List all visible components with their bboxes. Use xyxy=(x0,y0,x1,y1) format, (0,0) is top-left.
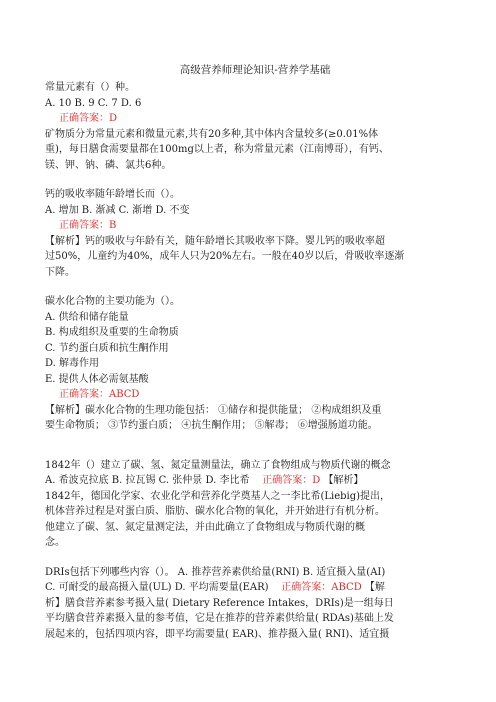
option-d: D. 解毒作用 xyxy=(45,358,100,369)
explanation-line: 要生命物质； ③节约蛋白质； ④抗生酮作用； ⑤解毒； ⑥增强肠道功能。 xyxy=(45,420,378,431)
question-options: A. 增加 B. 渐减 C. 渐增 D. 不变 xyxy=(45,204,190,216)
correct-answer: 正确答案：D xyxy=(262,475,321,486)
question-5 xyxy=(45,565,465,643)
correct-answer: 正确答案：ABCD xyxy=(59,389,140,400)
explanation-head: 【解 xyxy=(364,582,385,593)
explanation-head: 【解析】 xyxy=(323,475,364,486)
document-title: 高级营养师理论知识-营养学基础 xyxy=(179,64,331,76)
explanation-line: 展起来的，包括四项内容，即平均需要量( EAR)、推荐摄入量( RNI)、适宜摄 xyxy=(45,628,390,640)
question-2 xyxy=(45,187,465,280)
question-options-with-answer: A. 希波克拉底 B. 拉瓦锡 C. 张仲景 D. 李比希 正确答案：D 【解析】 xyxy=(45,475,364,486)
explanation-line: 【解析】碳水化合物的生理功能包括： ①储存和提供能量； ②构成组织及重 xyxy=(45,404,382,416)
question-4 xyxy=(45,458,465,551)
correct-answer: 正确答案：ABCD xyxy=(281,582,362,593)
document-page xyxy=(45,62,465,642)
question-stem: 钙的吸收率随年龄增长而（）。 xyxy=(45,189,180,200)
explanation-line: 重)，每日膳食需要量都在100mg以上者，称为常量元素（江南博哥），有钙、 xyxy=(45,144,389,155)
option-e: E. 提供人体必需氨基酸 xyxy=(45,373,149,385)
option-b: B. 构成组织及重要的生命物质 xyxy=(45,327,179,338)
correct-answer: 正确答案：B xyxy=(59,220,117,231)
explanation-line: 念。 xyxy=(45,537,65,548)
question-3 xyxy=(45,294,465,434)
question-stem: 常量元素有（）种。 xyxy=(45,82,135,93)
explanation-line: 下降。 xyxy=(45,266,75,278)
question-options-with-answer: C. 可耐受的最高摄入量(UL) D. 平均需要量(EAR) 正确答案：ABCD 【解 xyxy=(45,582,385,593)
question-stem: DRIs包括下列哪些内容（）。 A. 推荐营养素供给量(RNI) B. 适宜摄入量(AI) xyxy=(45,566,386,578)
explanation-line: 镁、钾、钠、磷、氯共6种。 xyxy=(45,159,172,171)
option-a: A. 供给和储存能量 xyxy=(45,311,129,323)
correct-answer: 正确答案：D xyxy=(59,113,118,124)
question-stem: 1842年（）建立了碳、氢、氮定量测量法，确立了食物组成与物质代谢的概念 xyxy=(45,459,391,471)
explanation-line: 矿物质分为常量元素和微量元素,共有20多种,其中体内含量较多(≥0.01%体 xyxy=(45,128,379,140)
option-c: C. 节约蛋白质和抗生酮作用 xyxy=(45,342,169,354)
question-stem: 碳水化合物的主要功能为（）。 xyxy=(45,296,180,307)
explanation-line: 析】膳食营养素参考摄入量( Dietary Reference Intakes，DRIs)是一组每日 xyxy=(45,597,394,609)
explanation-line: 他建立了碳、氢、氮定量测定法，并由此确立了食物组成与物质代谢的概 xyxy=(45,521,365,533)
explanation-line: 机体营养过程是对蛋白质、脂肪、碳水化合物的氧化，并开始进行有机分析。 xyxy=(45,506,385,517)
explanation-line: 【解析】钙的吸收与年龄有关，随年龄增长其吸收率下降。婴儿钙的吸收率超 xyxy=(45,235,385,247)
explanation-line: 1842年，德国化学家、农业化学和营养化学奠基人之一李比希(Liebig)提出， xyxy=(45,490,391,502)
question-options: A. 10 B. 9 C. 7 D. 6 xyxy=(45,97,142,109)
question-1 xyxy=(45,80,465,173)
explanation-line: 过50%，儿童约为40%，成年人只为20%左右。一般在40岁以后，骨吸收率逐渐 xyxy=(45,251,405,262)
explanation-line: 平均膳食营养素摄入量的参考值，它是在推荐的营养素供给量( RDAs)基础上发 xyxy=(45,613,394,624)
